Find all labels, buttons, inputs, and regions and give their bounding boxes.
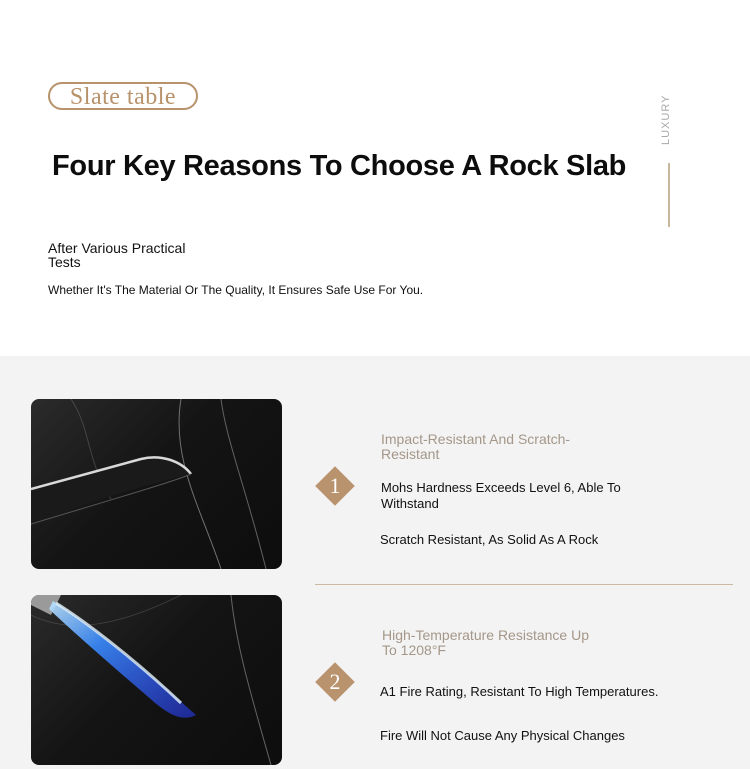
torch-flame-photo bbox=[31, 595, 282, 765]
badge-number: 1 bbox=[329, 473, 341, 498]
knife-scratch-photo bbox=[31, 399, 282, 569]
description: Whether It's The Material Or The Quality, It Ensures Safe Use For You. bbox=[48, 283, 424, 297]
feature-line: Scratch Resistant, As Solid As A Rock bbox=[380, 532, 599, 547]
feature-title: High-Temperature Resistance Up To 1208°F bbox=[382, 627, 589, 658]
intro-section bbox=[0, 0, 750, 356]
feature-title: Impact-Resistant And Scratch-Resistant bbox=[381, 431, 571, 462]
side-divider bbox=[668, 163, 670, 227]
category-tag: Slate table bbox=[48, 82, 198, 110]
side-label: LUXURY bbox=[660, 94, 672, 145]
feature-divider bbox=[315, 584, 733, 585]
page-headline: Four Key Reasons To Choose A Rock Slab bbox=[52, 150, 627, 182]
torch-flame-illustration bbox=[31, 595, 282, 765]
feature-line: Mohs Hardness Exceeds Level 6, Able To Withstand bbox=[381, 480, 621, 511]
subtitle: After Various Practical Tests bbox=[48, 240, 186, 270]
badge-number: 2 bbox=[329, 669, 341, 694]
feature-line: Fire Will Not Cause Any Physical Changes bbox=[380, 728, 625, 743]
knife-scratch-illustration bbox=[31, 399, 282, 569]
feature-line: A1 Fire Rating, Resistant To High Temperatures. bbox=[380, 684, 659, 699]
